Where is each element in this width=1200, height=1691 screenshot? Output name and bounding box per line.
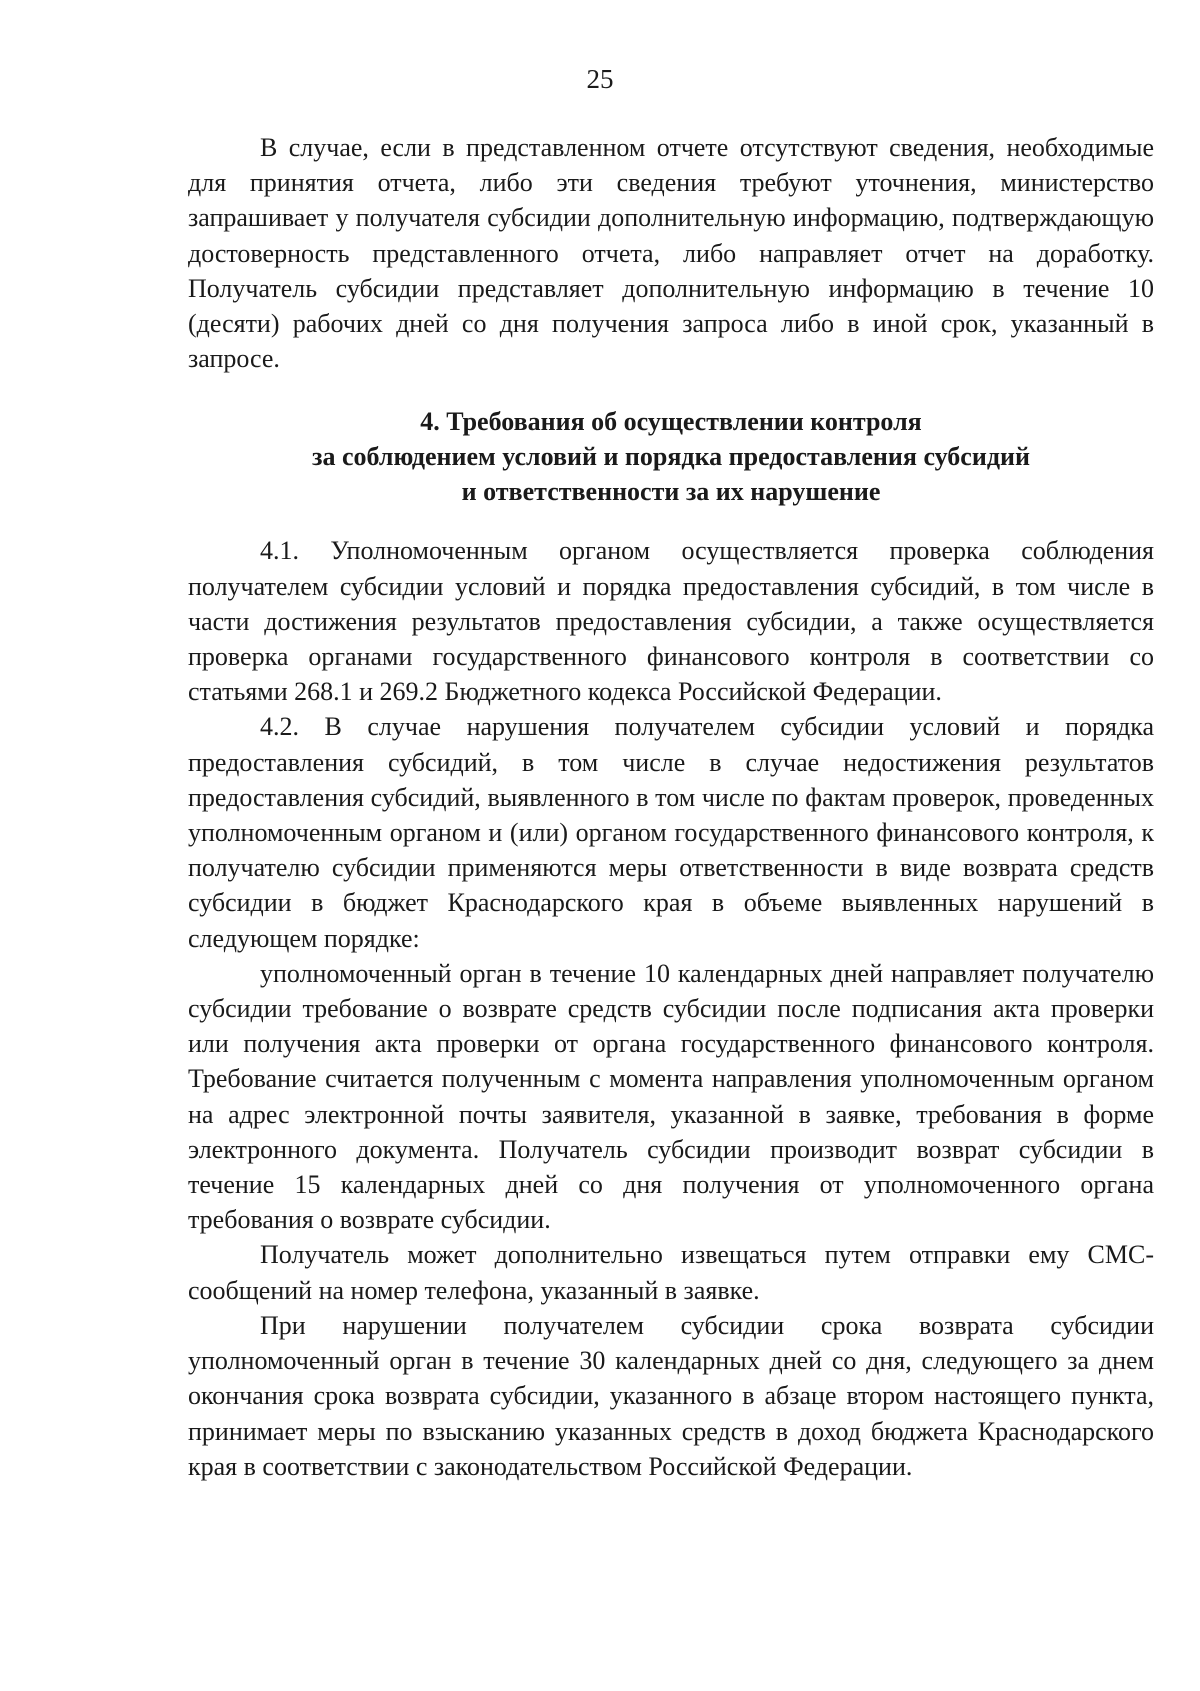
paragraph-demand-procedure: уполномоченный орган в течение 10 календарных дней направляет получателю субсидии требование о возврате средств субсидии после подписания акта проверки или получения акта проверки от органа государственного финансового контроля. Требование считается полученным с момента направления уполномоченным органом на адрес электронной почты заявителя, указанной в заявке, требования в форме электронного документа. Получатель субсидии производит возврат субсидии в течение 15 календарных дней со дня получения от уполномоченного органа требования о возврате субсидии. <box>188 958 1154 1235</box>
paragraph-4-2: 4.2. В случае нарушения получателем субсидии условий и порядка предоставления субсидий, в том числе в случае недостижения результатов предоставления субсидий, выявленного в том числе по фактам проверок, проведенных уполномоченным органом и (или) органом государственного финансового контроля, к получателю субсидии применяются меры ответственности в виде возврата средств субсидии в бюджет Краснодарского края в объеме выявленных нарушений в следующем порядке: <box>188 712 1154 953</box>
section-heading <box>188 404 1154 509</box>
intro-paragraph: В случае, если в представленном отчете отсутствуют сведения, необходимые для принятия отчета, либо эти сведения требуют уточнения, министерство запрашивает у получателя субсидии дополнительную информацию, подтверждающую достоверность представленного отчета, либо направляет отчет на доработку. Получатель субсидии представляет дополнительную информацию в течение 10 (десяти) рабочих дней со дня получения запроса либо в иной срок, указанный в запросе. <box>188 133 1154 374</box>
section-heading-line: и ответственности за их нарушение <box>461 477 881 507</box>
page-number: 25 <box>586 64 614 94</box>
paragraph-4-1: 4.1. Уполномоченным органом осуществляется проверка соблюдения получателем субсидии условий и порядка предоставления субсидий, в том числе в части достижения результатов предоставления субсидии, а также осуществляется проверка органами государственного финансового контроля в соответствии со статьями 268.1 и 269.2 Бюджетного кодекса Российской Федерации. <box>188 536 1154 707</box>
paragraph-recovery: При нарушении получателем субсидии срока возврата субсидии уполномоченный орган в течение 30 календарных дней со дня, следующего за днем окончания срока возврата субсидии, указанного в абзаце втором настоящего пункта, принимает меры по взысканию указанных средств в доход бюджета Краснодарского края в соответствии с законодательством Российской Федерации. <box>188 1310 1154 1481</box>
document-body <box>188 130 1154 1484</box>
paragraph-sms-notice: Получатель может дополнительно извещаться путем отправки ему СМС-сообщений на номер телефона, указанный в заявке. <box>188 1240 1154 1305</box>
section-heading-line: 4. Требования об осуществлении контроля <box>420 407 922 437</box>
section-heading-line: за соблюдением условий и порядка предоставления субсидий <box>312 442 1030 472</box>
